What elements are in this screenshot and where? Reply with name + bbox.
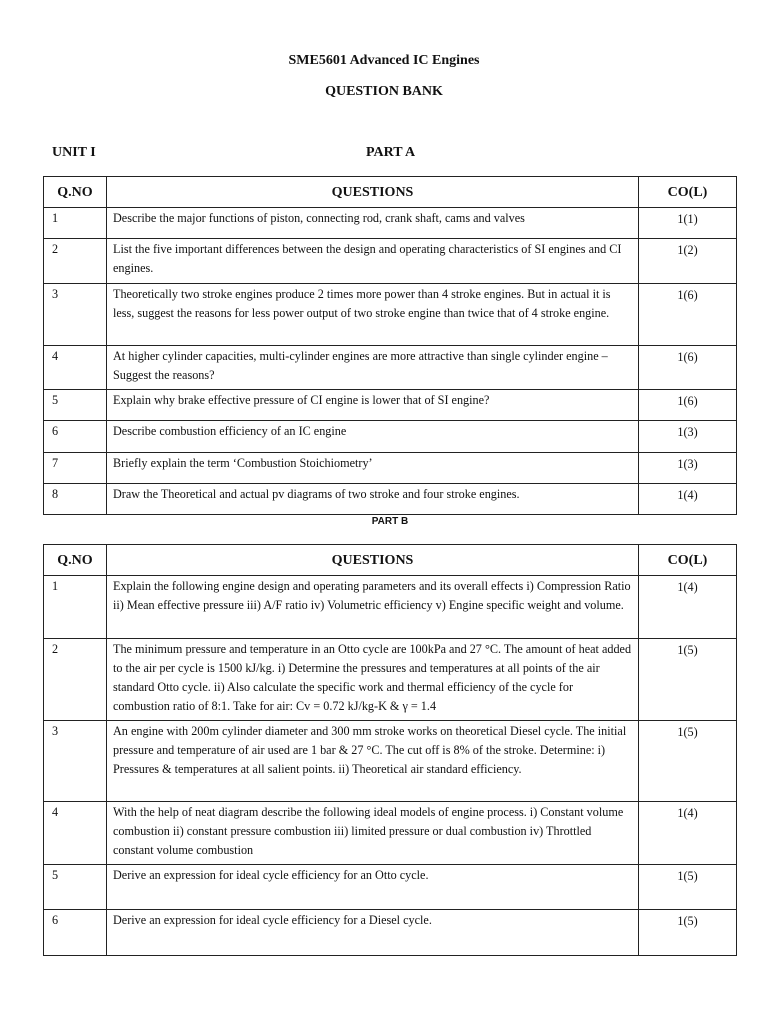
course-outcome: 1(4) — [639, 484, 737, 515]
table-row — [44, 239, 737, 284]
table-row — [44, 390, 737, 421]
course-outcome: 1(6) — [639, 284, 737, 346]
document-title: QUESTION BANK — [325, 84, 443, 99]
table-row — [44, 721, 737, 802]
question-number: 3 — [44, 721, 107, 802]
table-row — [44, 453, 737, 484]
course-outcome: 1(6) — [639, 390, 737, 421]
course-outcome: 1(6) — [639, 346, 737, 390]
question-number: 6 — [44, 910, 107, 956]
question-number: 7 — [44, 453, 107, 484]
table-header-row — [44, 545, 737, 576]
table-header-row — [44, 177, 737, 208]
question-text: An engine with 200m cylinder diameter and 300 mm stroke works on theoretical Diesel cycle. The initial pressure and temperature of air used are 1 bar & 27 °C. The cut off is 8% of the stroke. Determine: i) Pressures & temperatures at all salient points. ii) Theoretical air standard efficiency. — [107, 721, 639, 802]
question-text: With the help of neat diagram describe the following ideal models of engine process. i) Constant volume combustion ii) constant pressure combustion iii) limited pressure or dual combustion iv) Throttled constant volume combustion — [107, 802, 639, 865]
column-header-qno: Q.NO — [44, 545, 107, 576]
course-outcome: 1(1) — [639, 208, 737, 239]
column-header-questions: QUESTIONS — [107, 177, 639, 208]
question-number: 5 — [44, 390, 107, 421]
table-row — [44, 421, 737, 453]
question-text: Explain the following engine design and operating parameters and its overall effects i) Compression Ratio ii) Mean effective pressure iii) A/F ratio iv) Volumetric efficiency v) Engine specific weight and volume. — [107, 576, 639, 639]
table-row — [44, 865, 737, 910]
question-text: Describe the major functions of piston, connecting rod, crank shaft, cams and valves — [107, 208, 639, 239]
table-row — [44, 208, 737, 239]
course-outcome: 1(5) — [639, 721, 737, 802]
table-row — [44, 639, 737, 721]
question-text: Derive an expression for ideal cycle efficiency for a Diesel cycle. — [107, 910, 639, 956]
question-number: 4 — [44, 346, 107, 390]
part-a-table — [43, 176, 737, 515]
table-row — [44, 484, 737, 515]
question-text: Explain why brake effective pressure of CI engine is lower that of SI engine? — [107, 390, 639, 421]
part-a-title: PART A — [366, 145, 416, 160]
course-outcome: 1(2) — [639, 239, 737, 284]
part-b-title: PART B — [371, 516, 409, 527]
question-number: 8 — [44, 484, 107, 515]
question-text: Draw the Theoretical and actual pv diagrams of two stroke and four stroke engines. — [107, 484, 639, 515]
table-row — [44, 576, 737, 639]
unit-label: UNIT I — [52, 145, 96, 160]
course-outcome: 1(5) — [639, 865, 737, 910]
course-outcome: 1(4) — [639, 802, 737, 865]
course-outcome: 1(4) — [639, 576, 737, 639]
table-row — [44, 802, 737, 865]
course-outcome: 1(5) — [639, 639, 737, 721]
question-text: Describe combustion efficiency of an IC engine — [107, 421, 639, 453]
question-number: 1 — [44, 208, 107, 239]
question-number: 2 — [44, 639, 107, 721]
question-text: The minimum pressure and temperature in an Otto cycle are 100kPa and 27 °C. The amount of heat added to the air per cycle is 1500 kJ/kg. i) Determine the pressures and temperatures at all points of the air standard Otto cycle. ii) Also calculate the specific work and thermal efficiency of the cycle for combustion ratio of 8:1. Take for air: Cv = 0.72 kJ/kg-K & γ = 1.4 — [107, 639, 639, 721]
question-text: Theoretically two stroke engines produce 2 times more power than 4 stroke engines. But in actual it is less, suggest the reasons for less power output of two stroke engine than twice that of 4 stroke engine. — [107, 284, 639, 346]
course-outcome: 1(5) — [639, 910, 737, 956]
column-header-co: CO(L) — [639, 545, 737, 576]
table-row — [44, 284, 737, 346]
question-number: 4 — [44, 802, 107, 865]
question-number: 3 — [44, 284, 107, 346]
column-header-co: CO(L) — [639, 177, 737, 208]
question-number: 6 — [44, 421, 107, 453]
question-number: 5 — [44, 865, 107, 910]
question-text: Derive an expression for ideal cycle efficiency for an Otto cycle. — [107, 865, 639, 910]
question-text: List the five important differences between the design and operating characteristics of SI engines and CI engines. — [107, 239, 639, 284]
question-number: 2 — [44, 239, 107, 284]
question-text: At higher cylinder capacities, multi-cylinder engines are more attractive than single cylinder engine – Suggest the reasons? — [107, 346, 639, 390]
course-outcome: 1(3) — [639, 453, 737, 484]
table-row — [44, 346, 737, 390]
question-text: Briefly explain the term ‘Combustion Stoichiometry’ — [107, 453, 639, 484]
table-row — [44, 910, 737, 956]
column-header-questions: QUESTIONS — [107, 545, 639, 576]
course-outcome: 1(3) — [639, 421, 737, 453]
question-number: 1 — [44, 576, 107, 639]
course-title: SME5601 Advanced IC Engines — [288, 53, 480, 68]
column-header-qno: Q.NO — [44, 177, 107, 208]
part-b-table — [43, 544, 737, 956]
